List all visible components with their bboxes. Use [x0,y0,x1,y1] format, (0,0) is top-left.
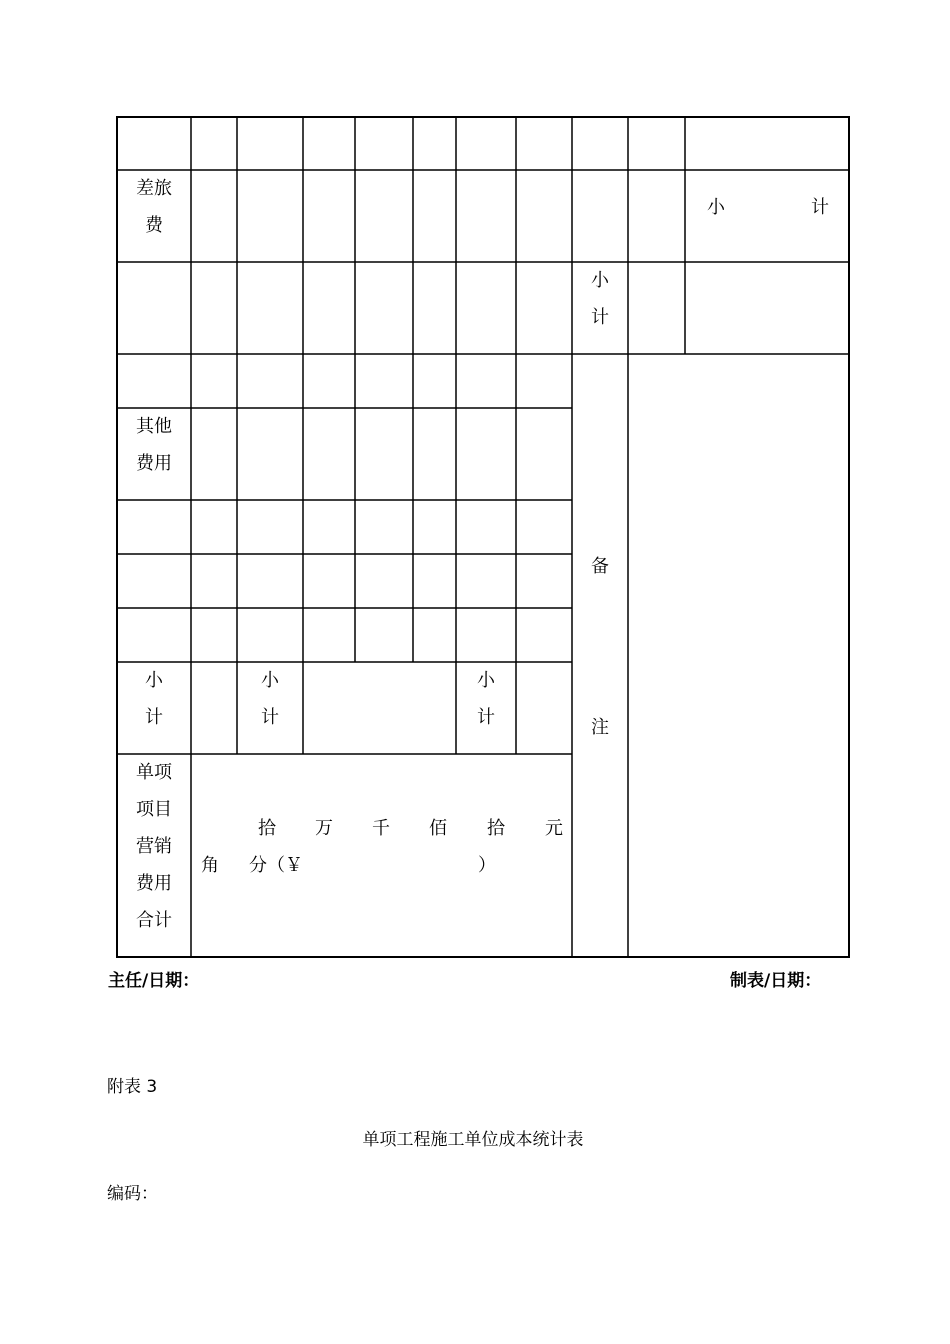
subtotal-right-label-1: 小 [707,197,725,218]
remarks-label-1: 备 [591,556,609,577]
remarks-label-2: 注 [591,717,609,738]
unit-jiao: 角 [201,855,219,876]
travel-expense-label: 差旅 费 [136,178,172,236]
other-expense-label: 其他 费用 [136,416,172,474]
unit-shi: 拾 [487,818,505,839]
unit-yuan: 元 [545,818,563,839]
code-label: 编码： [107,1184,158,1204]
subtotal-mid-label: 小 计 [591,270,609,328]
unit-shi-wan: 拾 [258,818,276,839]
subtotal-row-label-2: 小 计 [261,670,279,728]
director-date-label: 主任/日期： [108,971,200,991]
amount-close-paren: ） [478,855,496,876]
unit-wan: 万 [315,818,333,839]
subtotal-right-label-2: 计 [811,197,829,218]
appendix-label: 附表 3 [107,1077,158,1097]
total-cost-label: 单项 项目 营销 费用 合计 [136,762,172,931]
unit-bai: 佰 [429,818,447,839]
subtotal-row-label-3: 小 计 [477,670,495,728]
table-title: 单项工程施工单位成本统计表 [362,1130,584,1150]
unit-qian: 千 [372,818,390,839]
unit-fen-yen: 分（￥ [249,855,303,876]
preparer-date-label: 制表/日期： [730,971,822,991]
subtotal-row-label-1: 小 计 [145,670,163,728]
